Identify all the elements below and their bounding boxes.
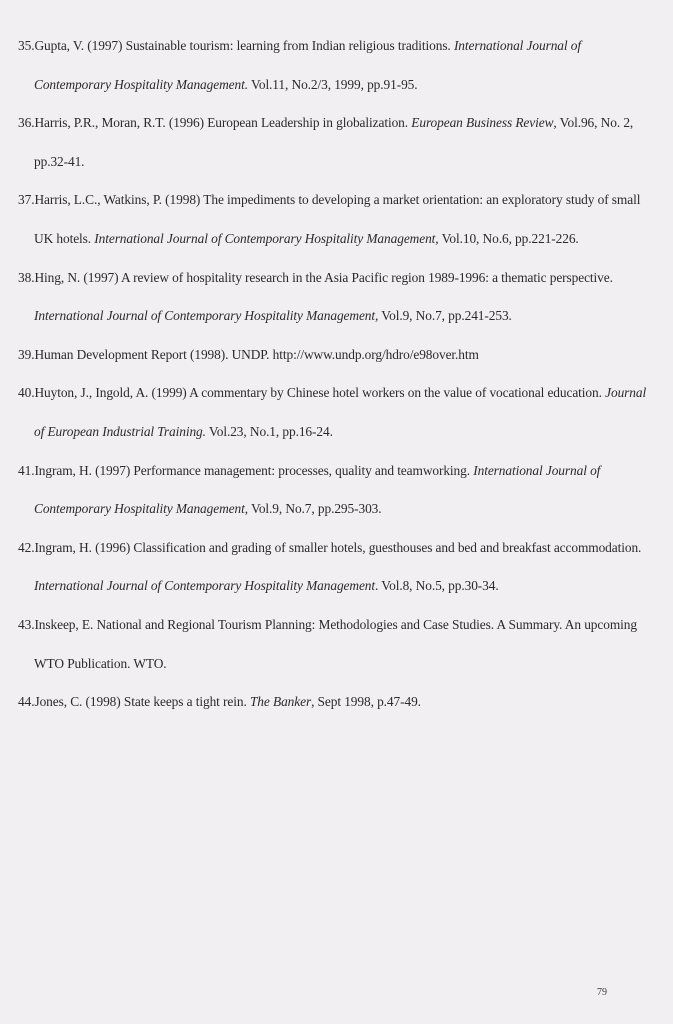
reference-37 [18, 181, 658, 258]
reference-journal: International Journal of Contemporary Hospitality Management. [34, 38, 581, 92]
reference-details: Vol.10, No.6, pp.221-226. [441, 230, 579, 246]
reference-number: 42. [18, 539, 35, 555]
reference-text: Harris, L.C., Watkins, P. (1998) The impediments to developing a market orientation: an exploratory study of small UK hotels. [34, 192, 641, 246]
reference-39 [18, 336, 658, 375]
reference-journal: International Journal of Contemporary Hospitality Management, [34, 308, 379, 324]
reference-number: 35. [18, 38, 35, 53]
reference-text: Hing, N. (1997) A review of hospitality research in the Asia Pacific region 1989-1996: a thematic perspective. [34, 269, 613, 285]
reference-number: 41. [18, 462, 35, 478]
reference-41 [18, 452, 658, 529]
reference-36 [18, 104, 658, 181]
reference-details: , Vol.9, No.7, pp.295-303. [244, 501, 382, 517]
reference-number: 39. [18, 346, 35, 362]
reference-journal: International Journal of Contemporary Hospitality Management, [94, 230, 439, 246]
reference-details: Vol.23, No.1, pp.16-24. [208, 423, 333, 439]
reference-journal: International Journal of Contemporary Hospitality Management [34, 462, 601, 517]
reference-details: Vol.11, No.2/3, 1999, pp.91-95. [251, 76, 418, 92]
reference-text: Jones, C. (1998) State keeps a tight rein. [34, 694, 247, 710]
reference-44 [18, 683, 658, 722]
reference-38 [18, 259, 658, 336]
page-number: 79 [597, 987, 607, 998]
reference-journal: Journal of European Industrial Training. [34, 385, 647, 439]
reference-42 [18, 529, 658, 606]
reference-40 [18, 374, 658, 451]
reference-number: 40. [18, 385, 35, 401]
reference-number: 37. [18, 192, 35, 208]
reference-number: 44. [18, 694, 35, 710]
reference-journal: The Banker [249, 694, 312, 710]
reference-journal: European Business Review [411, 115, 554, 131]
reference-details: Vol.9, No.7, pp.241-253. [381, 308, 512, 324]
reference-journal: International Journal of Contemporary Hospitality Management [34, 578, 376, 594]
reference-43 [18, 606, 658, 683]
reference-number: 36. [18, 115, 35, 131]
reference-number: 38. [18, 269, 35, 285]
reference-list [18, 27, 658, 722]
reference-text: Human Development Report (1998). UNDP. http://www.undp.org/hdro/e98over.htm [34, 346, 479, 362]
reference-text: Ingram, H. (1996) Classification and grading of smaller hotels, guesthouses and bed and breakfast accommodation. [34, 539, 642, 555]
reference-details: . Vol.8, No.5, pp.30-34. [375, 578, 499, 594]
reference-number: 43. [18, 616, 35, 632]
reference-details: , Sept 1998, p.47-49. [311, 694, 421, 710]
reference-text: Harris, P.R., Moran, R.T. (1996) European Leadership in globalization. [34, 115, 409, 131]
reference-35 [18, 27, 658, 104]
reference-details: , Vol.96, No. 2, pp.32-41. [34, 115, 634, 169]
reference-text: Inskeep, E. National and Regional Tourism Planning: Methodologies and Case Studies. A Summary. An upcoming WTO Publication. WTO. [34, 616, 637, 671]
reference-text: Gupta, V. (1997) Sustainable tourism: learning from Indian religious traditions. [34, 38, 451, 53]
reference-text: Huyton, J., Ingold, A. (1999) A commentary by Chinese hotel workers on the value of vocational education. [34, 385, 602, 401]
reference-text: Ingram, H. (1997) Performance management: processes, quality and teamworking. [34, 462, 470, 478]
